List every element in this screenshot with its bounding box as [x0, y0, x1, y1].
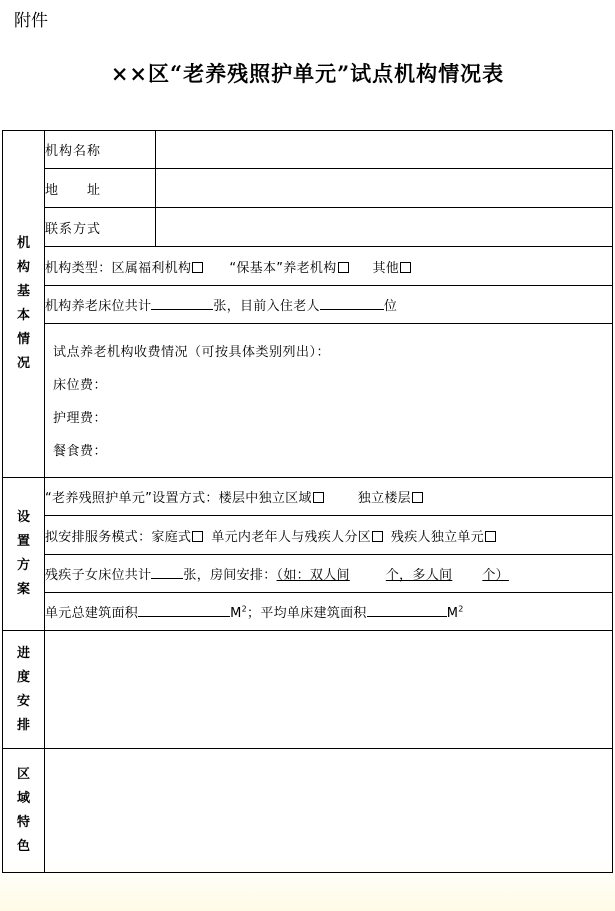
checkbox-floor[interactable] — [412, 492, 423, 503]
room-prefix: 残疾子女床位共计 — [45, 568, 152, 583]
page-title: ××区“老养残照护单元”试点机构情况表 — [110, 61, 505, 86]
setup-mode-row — [45, 478, 613, 516]
section-feature-heading: 区 域 特 色 — [3, 749, 45, 873]
type-option-basic: “保基本”养老机构 — [229, 260, 337, 276]
service-option-family: 家庭式 — [151, 529, 192, 545]
checkbox-family[interactable] — [192, 531, 203, 542]
room-detail: （如：双人间 个，多人间 个） — [276, 568, 509, 583]
checkbox-independent[interactable] — [485, 531, 496, 542]
fees-cell[interactable] — [45, 324, 613, 478]
name-label: 机构名称 — [45, 131, 156, 169]
attachment-label: 附件 — [14, 11, 48, 31]
type-option-district: 区属福利机构 — [111, 260, 192, 276]
contact-label: 联系方式 — [45, 208, 156, 247]
setup-prefix: “老养残照护单元”设置方式： — [45, 491, 219, 506]
beds-mid: 张，目前入住老人 — [213, 299, 320, 314]
fee-bed: 床位费： — [53, 378, 108, 393]
checkbox-basic[interactable] — [338, 262, 349, 273]
area-unit2: M — [446, 606, 459, 621]
service-option-zoned: 单元内老年人与残疾人分区 — [211, 529, 371, 545]
beds-blank[interactable] — [151, 297, 213, 310]
room-row — [45, 555, 613, 593]
address-field[interactable] — [156, 169, 613, 208]
child-beds-blank[interactable] — [151, 566, 183, 579]
checkbox-other[interactable] — [400, 262, 411, 273]
service-prefix: 拟安排服务模式： — [45, 529, 152, 545]
beds-prefix: 机构养老床位共计 — [45, 299, 152, 314]
avg-area-blank[interactable] — [367, 604, 447, 617]
section-basic-heading: 机 构 基 本 情 况 — [3, 131, 45, 478]
section-setup-heading: 设 置 方 案 — [3, 478, 45, 631]
address-label: 地 址 — [45, 169, 156, 208]
setup-option-floor-area: 楼层中独立区域 — [218, 491, 312, 506]
beds-row — [45, 286, 613, 324]
area-sup: 2 — [241, 604, 248, 614]
area-sup2: 2 — [458, 604, 464, 614]
fee-care: 护理费： — [53, 411, 108, 426]
total-area-blank[interactable] — [138, 604, 230, 617]
checkbox-district[interactable] — [192, 262, 203, 273]
beds-suffix: 位 — [383, 299, 398, 314]
name-field[interactable] — [156, 131, 613, 169]
room-mid: 张，房间安排： — [183, 568, 277, 583]
area-mid: ；平均单床建筑面积 — [247, 606, 367, 621]
service-option-independent: 残疾人独立单元 — [390, 529, 485, 545]
checkbox-zoned[interactable] — [372, 531, 383, 542]
feature-field[interactable] — [45, 749, 613, 873]
fees-intro: 试点养老机构收费情况（可按具体类别列出）： — [53, 345, 331, 360]
area-row — [45, 593, 613, 631]
institution-type-row — [45, 247, 613, 286]
residents-blank[interactable] — [320, 297, 384, 310]
service-mode-row — [45, 516, 613, 555]
area-prefix: 单元总建筑面积 — [45, 606, 139, 621]
type-prefix: 机构类型： — [45, 260, 112, 276]
setup-option-floor: 独立楼层 — [357, 491, 411, 506]
progress-field[interactable] — [45, 631, 613, 749]
type-option-other: 其他 — [372, 260, 400, 276]
contact-field[interactable] — [156, 208, 613, 247]
institution-form — [2, 130, 613, 873]
area-unit: M — [230, 606, 242, 621]
section-progress-heading: 进 度 安 排 — [3, 631, 45, 749]
fee-meal: 餐食费： — [53, 444, 108, 459]
checkbox-floor-area[interactable] — [313, 492, 324, 503]
